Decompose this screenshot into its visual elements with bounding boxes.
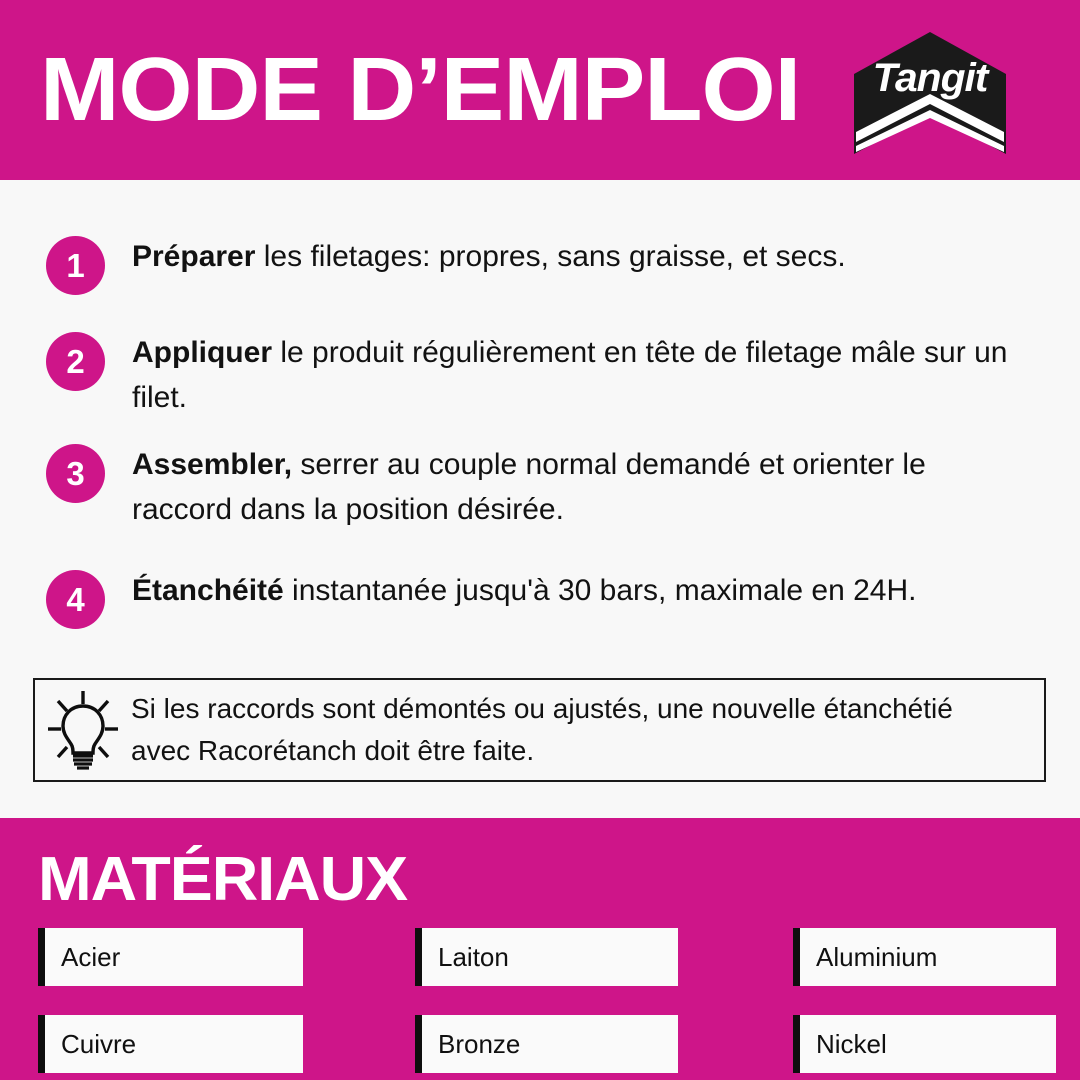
step-item-4 [46, 568, 917, 629]
tangit-logo [854, 32, 1006, 154]
step-text [132, 568, 917, 613]
step-lead-word: Étanchéité [132, 574, 284, 607]
material-chip: Laiton [415, 928, 678, 986]
step-lead-word: Assembler, [132, 448, 293, 481]
step-rest-text: instantanée jusqu'à 30 bars, maximale en 24H. [283, 574, 917, 607]
tip-text: Si les raccords sont démontés ou ajustés, une nouvelle étanchétié avec Racorétanch doit être faite. [131, 693, 953, 766]
step-item-3 [46, 442, 1022, 532]
header-band [0, 0, 1080, 180]
step-text [132, 330, 1022, 420]
materials-row [0, 928, 1080, 986]
material-chip: Bronze [415, 1015, 678, 1073]
step-lead-word: Appliquer [132, 336, 272, 369]
lightbulb-icon [35, 689, 131, 771]
step-text [132, 442, 1022, 532]
materials-row [0, 1015, 1080, 1073]
step-item-2 [46, 330, 1022, 420]
material-chip: Acier [38, 928, 303, 986]
step-number-badge: 2 [46, 332, 105, 391]
material-chip: Nickel [793, 1015, 1056, 1073]
tip-box [33, 678, 1046, 782]
step-rest-text: serrer au couple normal demandé et orienter le raccord dans la position désirée. [132, 448, 926, 526]
step-item-1 [46, 234, 846, 295]
page-title: MODE D’EMPLOI [40, 40, 801, 140]
logo-wordmark: Tangit [872, 56, 988, 100]
step-number-badge: 1 [46, 236, 105, 295]
materials-title: MATÉRIAUX [38, 845, 408, 914]
step-number-badge: 4 [46, 570, 105, 629]
step-number-badge: 3 [46, 444, 105, 503]
step-rest-text: les filetages: propres, sans graisse, et secs. [255, 240, 846, 273]
materials-section [0, 818, 1080, 1080]
step-text [132, 234, 846, 279]
step-rest-text: le produit régulièrement en tête de filetage mâle sur un filet. [132, 336, 1008, 414]
material-chip: Aluminium [793, 928, 1056, 986]
material-chip: Cuivre [38, 1015, 303, 1073]
step-lead-word: Préparer [132, 240, 256, 273]
